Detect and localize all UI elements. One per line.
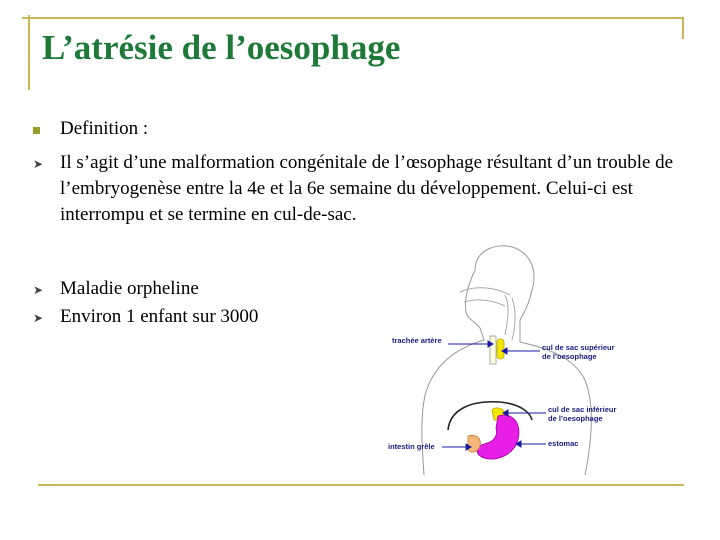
arrow-bullet-icon: ➤ [33,283,44,297]
trachea [490,336,496,364]
oral-cavity [464,300,505,306]
label-upper-pouch-2: de l’oesophage [542,352,597,361]
label-intestine: intestin grêle [388,442,435,451]
label-upper-pouch-1: cul de sac supérieur [542,343,615,352]
stomach [477,415,519,459]
decorative-right-tick [682,17,684,39]
label-lower-pouch-1: cul de sac inférieur [548,405,617,414]
decorative-top-rule [22,17,682,19]
bullet-item-description [30,150,680,228]
arrow-bullet-icon: ➤ [33,157,44,171]
pharynx [505,295,515,340]
anatomy-diagram [380,240,680,475]
bullet-text: Environ 1 enfant sur 3000 [60,306,259,327]
label-trachea: trachée artère [392,336,442,345]
bullet-text: Il s’agit d’une malformation congénitale de l’œsophage résultant d’un trouble de l’embryogenèse entre la 4e et la 6e semaine du développement. Celui-ci est interrompu et se termine en cul-de-sac. [60,152,674,225]
bullet-text: Maladie orpheline [60,278,199,299]
upper-pouch [497,339,504,359]
square-bullet-icon [33,116,53,142]
arrow-bullet-icon: ➤ [33,311,44,325]
abdomen-curve [448,402,532,430]
decorative-bottom-rule [38,484,684,486]
bullet-text: Definition : [60,118,149,139]
decorative-vertical-rule [28,15,30,90]
small-intestine [468,435,480,452]
slide-title: L’atrésie de l’oesophage [42,28,401,67]
label-stomach: estomac [548,439,579,448]
label-lower-pouch-2: de l’oesophage [548,414,603,423]
bullet-item-definition [30,116,670,142]
